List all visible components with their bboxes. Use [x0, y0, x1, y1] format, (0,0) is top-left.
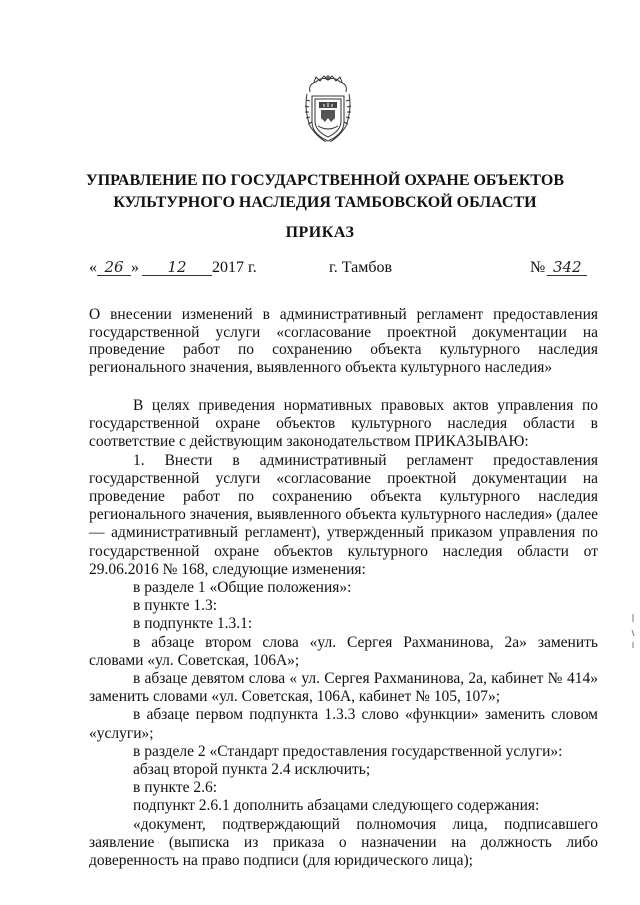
order-date [89, 259, 257, 277]
number-sign: № [530, 259, 546, 276]
date-close-quote: » [131, 259, 139, 276]
body-line: в разделе 2 «Стандарт предоставления государственной услуги»: [133, 742, 563, 760]
body-line: в разделе 1 «Общие положения»: [133, 579, 352, 597]
date-year: 2017 г. [212, 259, 257, 276]
body-line: в абзаце девятом слова « ул. Сергея Рахманинова, 2а, кабинет № 414» заменить словами «ул. Советская, 106А, кабинет № 105, 107»; [89, 670, 598, 706]
preamble-paragraph: В целях приведения нормативных правовых актов управления по государственной охране объектов культурного наследия области в соответствие с действующим законодательством ПРИКАЗЫВАЮ: [89, 397, 598, 451]
order-body [89, 397, 598, 870]
body-line: в пункте 2.6: [133, 779, 218, 797]
item-1-paragraph: 1. Внести в административный регламент предоставления государственной услуги «согласование проектной документации на проведение работ по сохранению объекта культурного наследия регионального значения, выявленного объекта культурного наследия» (далее — административный регламент), утвержденный приказом управления по государственной охране объектов культурного наследия области от 29.06.2016 № 168, следующие изменения: [89, 451, 598, 578]
org-line-1: УПРАВЛЕНИЕ ПО ГОСУДАРСТВЕННОЙ ОХРАНЕ ОБЪЕКТОВ [85, 172, 564, 189]
date-line [0, 259, 640, 281]
body-line: в абзаце втором слова «ул. Сергея Рахманинова, 2а» заменить словами «ул. Советская, 106А»; [89, 633, 598, 669]
city: г. Тамбов [329, 259, 393, 276]
number-value: 342 [547, 259, 587, 276]
date-open-quote: « [89, 259, 97, 276]
date-day: 26 [97, 259, 131, 276]
body-line: в подпункте 1.3.1: [133, 615, 253, 633]
body-line: в пункте 1.3: [133, 597, 218, 615]
document-type-title: ПРИКАЗ [285, 224, 355, 241]
date-month: 12 [142, 259, 212, 276]
order-number [530, 259, 587, 277]
body-line: в абзаце первом подпункта 1.3.3 слово «функции» заменить словом «услуги»; [89, 706, 598, 742]
coat-of-arms-emblem-icon [302, 74, 354, 144]
body-line: «документ, подтверждающий полномочия лица, подписавшего заявление (выписка из приказа о назначении на должность либо доверенность на право подписи (для юридического лица); [89, 815, 598, 870]
order-subject: О внесении изменений в административный регламент предоставления государственной услуги «согласование проектной документации на проведение работ по сохранению объекта культурного наследия регионального значения, выявленного объекта культурного наследия» [89, 306, 598, 376]
body-line: подпункт 2.6.1 дополнить абзацами следующего содержания: [133, 797, 540, 815]
organization-name [60, 170, 590, 214]
org-line-2: КУЛЬТУРНОГО НАСЛЕДИЯ ТАМБОВСКОЙ ОБЛАСТИ [113, 194, 537, 211]
body-line: абзац второй пункта 2.4 исключить; [133, 761, 371, 779]
scan-margin-mark [628, 612, 638, 652]
